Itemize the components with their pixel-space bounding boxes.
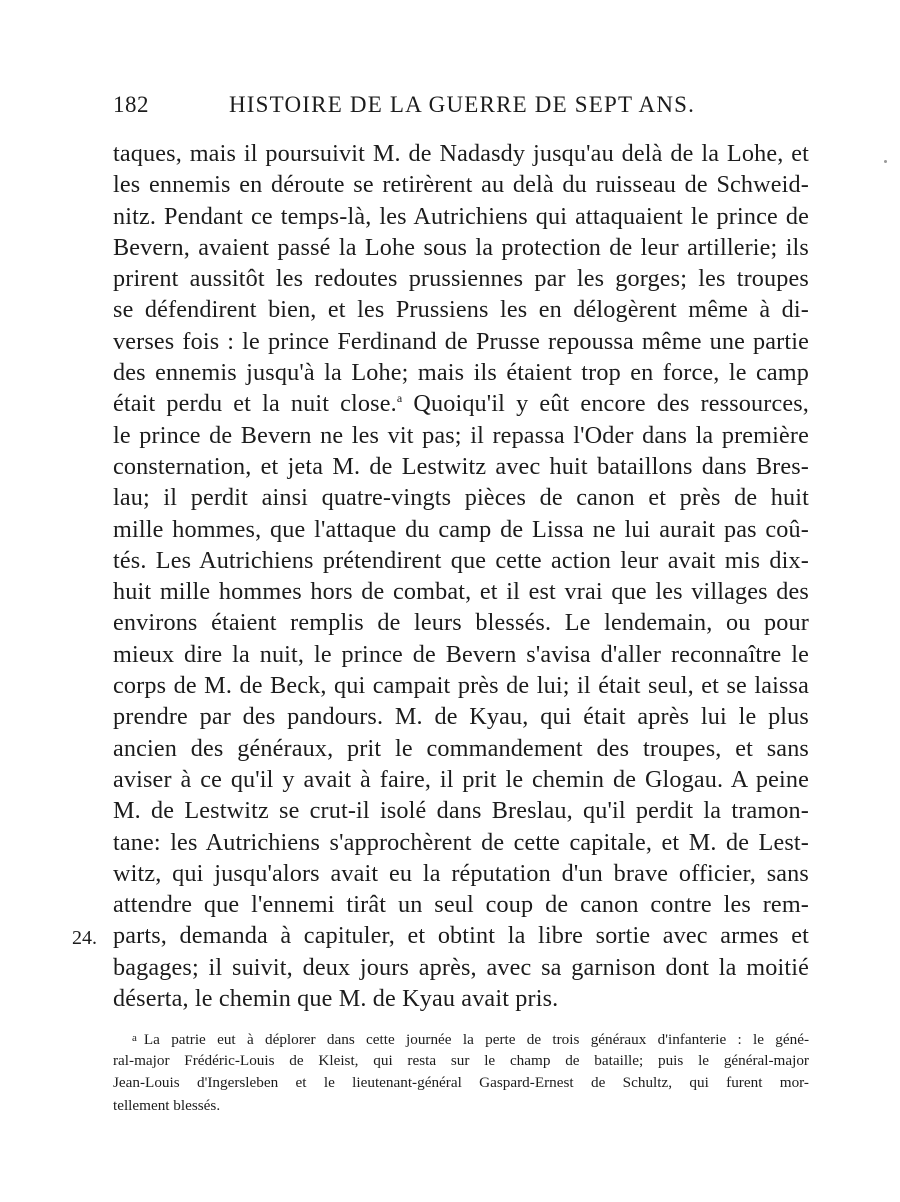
text-line: déserta, le chemin que M. de Kyau avait pris. bbox=[113, 985, 559, 1013]
footnote-text: La patrie eut à déplorer dans cette journée la perte de trois généraux d'infanterie : le géné- bbox=[143, 1031, 809, 1048]
footnote-reference[interactable]: a bbox=[396, 391, 403, 406]
text-line: mieux dire la nuit, le prince de Bevern s'avisa d'aller reconnaître le bbox=[113, 640, 809, 668]
text-line: attendre que l'ennemi tirât un seul coup de canon contre les rem- bbox=[113, 891, 809, 919]
text-line: witz, qui jusqu'alors avait eu la réputation d'un brave officier, sans bbox=[113, 859, 809, 887]
footnote-line: ral-major Frédéric-Louis de Kleist, qui resta sur le champ de bataille; puis le général-major bbox=[113, 1051, 809, 1069]
running-head bbox=[113, 88, 813, 124]
text-line: les ennemis en déroute se retirèrent au delà du ruisseau de Schweid- bbox=[113, 171, 809, 199]
text-line: ancien des généraux, prit le commandement des troupes, et sans bbox=[113, 734, 809, 762]
running-title: HISTOIRE DE LA GUERRE DE SEPT ANS. bbox=[229, 92, 696, 117]
text-line: mille hommes, que l'attaque du camp de Lissa ne lui aurait pas coû- bbox=[113, 515, 809, 543]
text-line: verses fois : le prince Ferdinand de Prusse repoussa même une partie bbox=[113, 327, 809, 355]
text-line: aviser à ce qu'il y avait à faire, il prit le chemin de Glogau. A peine bbox=[113, 765, 809, 793]
body-text bbox=[113, 138, 809, 1014]
text-line: huit mille hommes hors de combat, et il est vrai que les villages des bbox=[113, 578, 809, 606]
page-number: 182 bbox=[113, 92, 149, 117]
text-line: tane: les Autrichiens s'approchèrent de cette capitale, et M. de Lest- bbox=[113, 828, 809, 856]
text-segment: Quoiqu'il y eût encore des ressources, bbox=[413, 390, 809, 418]
text-line: consternation, et jeta M. de Lestwitz avec huit bataillons dans Bres- bbox=[113, 452, 809, 480]
text-line: environs étaient remplis de leurs blessés. Le lendemain, ou pour bbox=[113, 609, 809, 637]
text-line: corps de M. de Beck, qui campait près de lui; il était seul, et se laissa bbox=[113, 672, 809, 700]
text-segment: était perdu et la nuit close. bbox=[113, 390, 397, 418]
text-line: prirent aussitôt les redoutes prussiennes par les gorges; les troupes bbox=[113, 265, 809, 293]
footnote bbox=[113, 1027, 809, 1118]
text-line: Bevern, avaient passé la Lohe sous la protection de leur artillerie; ils bbox=[113, 233, 809, 261]
text-line: lau; il perdit ainsi quatre-vingts pièces de canon et près de huit bbox=[113, 484, 809, 512]
text-line-with-note bbox=[113, 388, 809, 419]
footnote-line bbox=[113, 1027, 809, 1050]
text-line: bagages; il suivit, deux jours après, avec sa garnison dont la moitié bbox=[113, 953, 809, 981]
text-line: M. de Lestwitz se crut-il isolé dans Breslau, qu'il perdit la tramon- bbox=[113, 797, 809, 825]
footnote-line: Jean-Louis d'Ingersleben et le lieutenant-général Gaspard-Ernest de Schultz, qui furent mor- bbox=[113, 1074, 809, 1092]
text-line: taques, mais il poursuivit M. de Nadasdy jusqu'au delà de la Lohe, et bbox=[113, 140, 809, 167]
footnote-mark: a bbox=[132, 1032, 137, 1044]
text-line: tés. Les Autrichiens prétendirent que cette action leur avait mis dix- bbox=[113, 546, 809, 574]
text-line: nitz. Pendant ce temps-là, les Autrichiens qui attaquaient le prince de bbox=[113, 202, 809, 230]
paper-speck bbox=[884, 160, 887, 163]
margin-date: 24. bbox=[72, 927, 97, 949]
footnote-line: tellement blessés. bbox=[113, 1097, 221, 1115]
text-line: le prince de Bevern ne les vit pas; il repassa l'Oder dans la première bbox=[113, 421, 809, 449]
text-line: prendre par des pandours. M. de Kyau, qui était après lui le plus bbox=[113, 703, 809, 731]
text-line: parts, demanda à capituler, et obtint la libre sortie avec armes et bbox=[113, 922, 809, 950]
text-line: des ennemis jusqu'à la Lohe; mais ils étaient trop en force, le camp bbox=[113, 359, 809, 387]
text-line: se défendirent bien, et les Prussiens les en délogèrent même à di- bbox=[113, 296, 809, 324]
